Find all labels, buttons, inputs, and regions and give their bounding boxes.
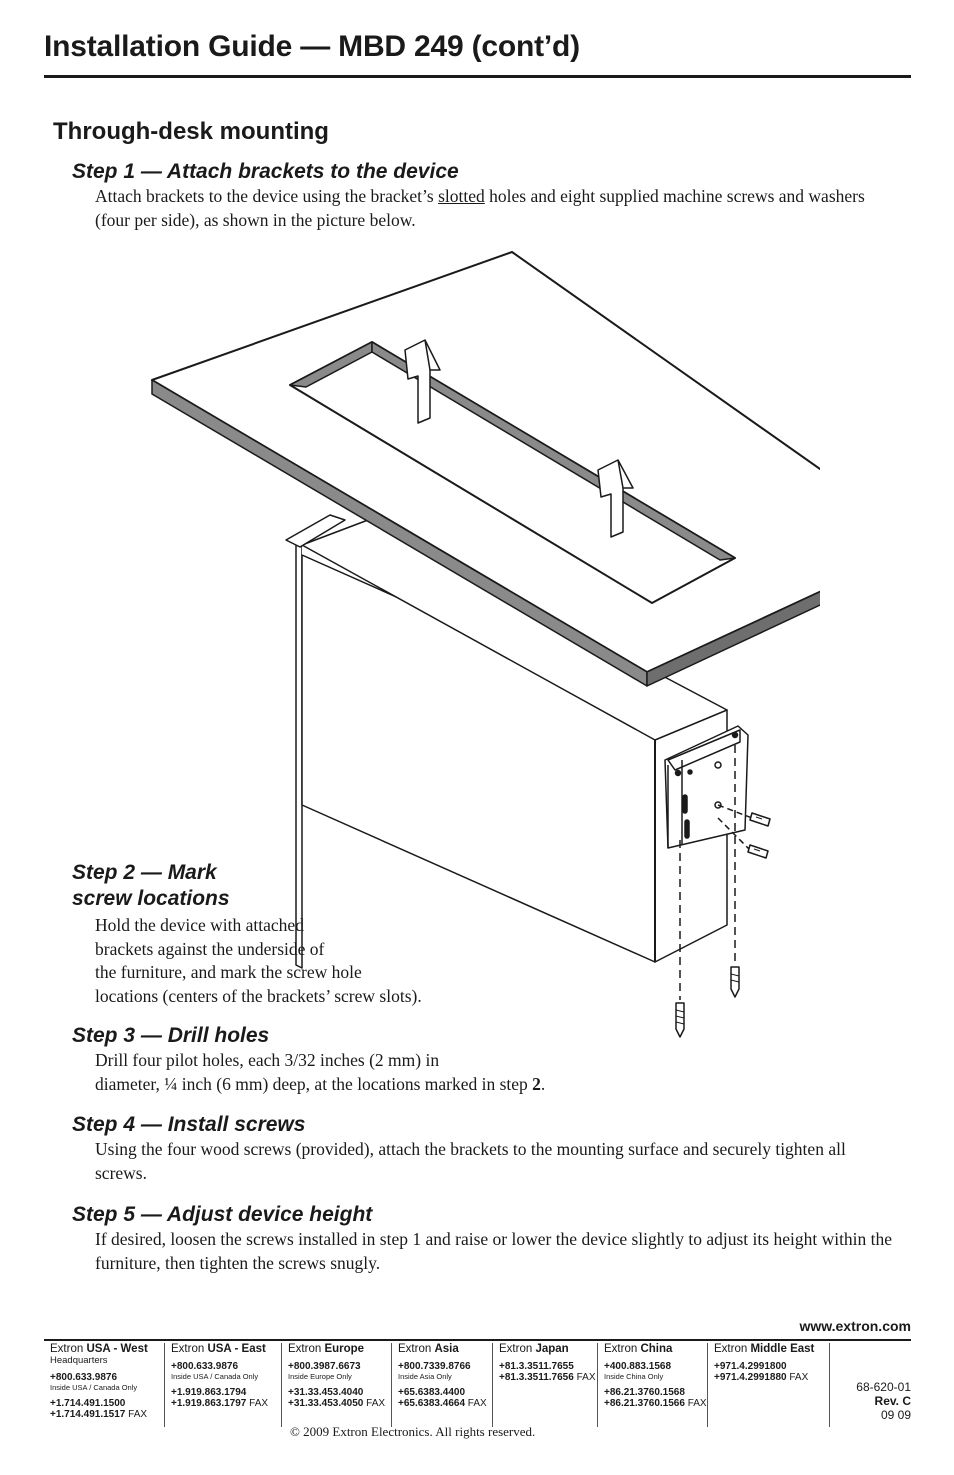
step-3-heading: Step 3 — Drill holes — [72, 1024, 270, 1047]
office-japan: Extron Japan +81.3.3511.7655 +81.3.3511.7656 FAX — [492, 1343, 597, 1427]
step-5-heading: Step 5 — Adjust device height — [72, 1203, 373, 1226]
office-china: Extron China +400.883.1568 Inside China Only +86.21.3760.1568 +86.21.3760.1566 FAX — [597, 1343, 706, 1427]
footer-divider — [44, 1339, 911, 1341]
copyright-notice: © 2009 Extron Electronics. All rights reserved. — [290, 1424, 536, 1439]
office-asia: Extron Asia +800.7339.8766 Inside Asia Only +65.6383.4400 +65.6383.4664 FAX — [391, 1343, 492, 1427]
step-3-body: Drill four pilot holes, each 3/32 inches (2 mm) in diameter, ¼ inch (6 mm) deep, at the locations marked in step 2. — [95, 1050, 546, 1094]
office-usa-east: Extron USA - East +800.633.9876 Inside USA / Canada Only +1.919.863.1794 +1.919.863.1797 FAX — [164, 1343, 279, 1427]
office-usa-west: Extron USA - West Headquarters +800.633.9876 Inside USA / Canada Only +1.714.491.1500 +1.714.491.1517 FAX — [50, 1343, 148, 1420]
step-1-body: Attach brackets to the device using the bracket’s slotted holes and eight supplied machine screws and washers (four per side), as shown in the picture below. — [95, 186, 865, 230]
step-4-body: Using the four wood screws (provided), attach the brackets to the mounting surface and securely tighten all screws. — [95, 1139, 846, 1183]
footer-column-divider — [829, 1343, 830, 1427]
office-europe: Extron Europe +800.3987.6673 Inside Europe Only +31.33.453.4040 +31.33.453.4050 FAX — [281, 1343, 390, 1427]
step-2-heading: Step 2 — Mark screw locations — [72, 861, 230, 910]
section-title: Through-desk mounting — [53, 118, 329, 145]
step-5-body: If desired, loosen the screws installed in step 1 and raise or lower the device slightly to adjust its height within the furniture, then tighten the screws snugly. — [95, 1229, 893, 1273]
page-title: Installation Guide — MBD 249 (cont’d) — [44, 30, 580, 63]
website-link[interactable]: www.extron.com — [799, 1318, 911, 1334]
office-middle-east: Extron Middle East +971.4.2991800 +971.4.2991880 FAX — [707, 1343, 826, 1427]
slotted-underlined-word: slotted — [438, 186, 485, 206]
step-1-heading: Step 1 — Attach brackets to the device — [72, 160, 459, 183]
title-divider — [44, 75, 911, 78]
step-4-heading: Step 4 — Install screws — [72, 1113, 306, 1136]
step-2-body: Hold the device with attached brackets against the underside of the furniture, and mark the screw hole locations (centers of the brackets’ screw slots). — [95, 915, 422, 1006]
document-number: 68-620-01 Rev. C 09 09 — [856, 1380, 911, 1422]
